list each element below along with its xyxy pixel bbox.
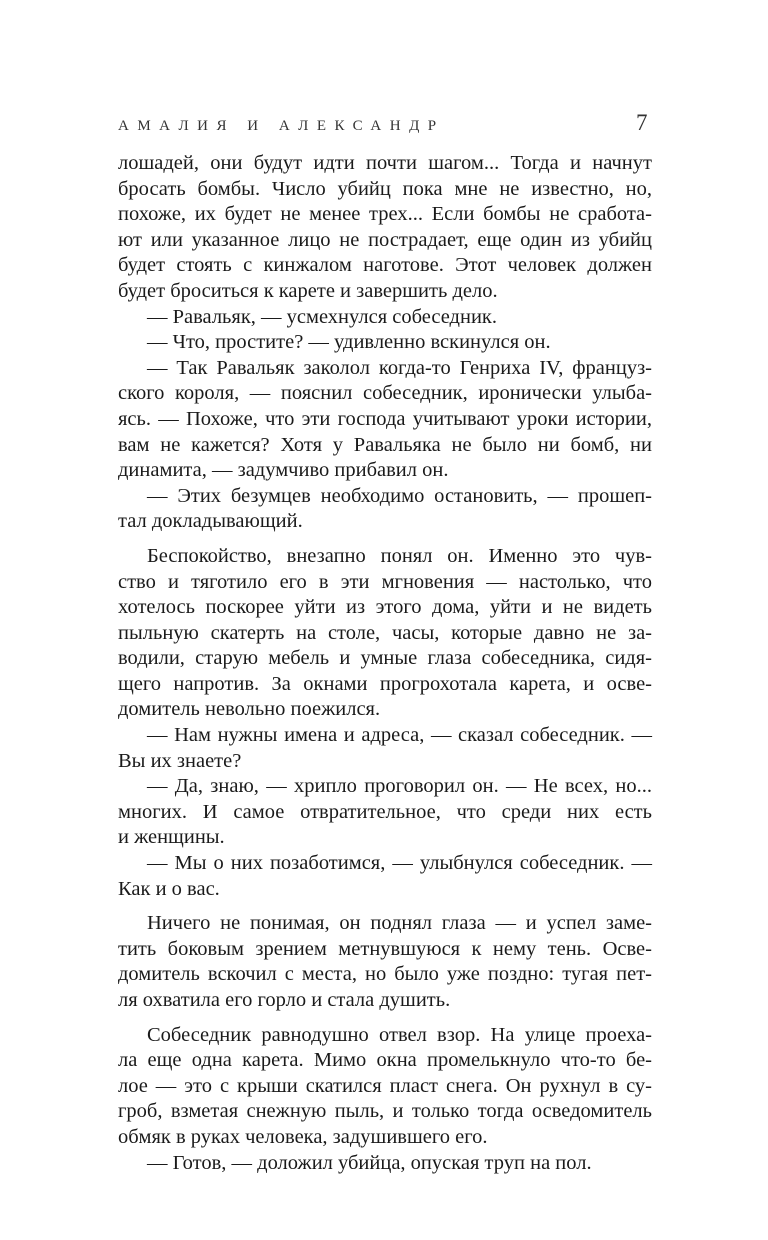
text-line: ского короля, — пояснил собеседник, иронически улыба-: [118, 382, 652, 405]
text-line: тал докладывающий.: [118, 510, 303, 533]
text-line: — Мы о них позаботимся, — улыбнулся собеседник. —: [147, 852, 652, 875]
text-line: похоже, их будет не менее трех... Если бомбы не сработа-: [118, 203, 652, 226]
text-line: Вы их знаете?: [118, 749, 242, 772]
text-line: будет стоять с кинжалом наготове. Этот человек должен: [118, 254, 652, 277]
text-line: Беспокойство, внезапно понял он. Именно это чув-: [147, 544, 652, 567]
text-line: вам не кажется? Хотя у Равальяка не было ни бомб, ни: [118, 433, 652, 456]
text-line: водили, старую мебель и умные глаза собеседника, сидя-: [118, 647, 652, 670]
text-line: — Этих безумцев необходимо остановить, — прошеп-: [147, 484, 652, 507]
text-line: — Что, простите? — удивленно вскинулся он.: [147, 331, 551, 354]
text-line: ют или указанное лицо не пострадает, еще один из убийц: [118, 228, 652, 251]
text-line: Ничего не понимая, он поднял глаза — и успел заме-: [147, 912, 652, 935]
text-line: динамита, — задумчиво прибавил он.: [118, 459, 449, 482]
text-line: Собеседник равнодушно отвел взор. На улице проеха-: [147, 1023, 652, 1046]
text-line: многих. И самое отвратительное, что среди них есть: [118, 800, 652, 823]
text-line: — Равальяк, — усмехнулся собеседник.: [147, 305, 498, 328]
text-line: — Нам нужны имена и адреса, — сказал собеседник. —: [147, 724, 652, 747]
text-line: будет броситься к карете и завершить дело.: [118, 279, 498, 302]
text-line: щего напротив. За окнами прогрохотала карета, и осве-: [118, 672, 652, 695]
text-line: ля охватила его горло и стала душить.: [118, 989, 451, 1011]
text-line: тить боковым зрением метнувшуюся к нему тень. Осве-: [118, 937, 652, 960]
text-line: ла еще одна карета. Мимо окна промелькнуло что-то бе-: [118, 1049, 652, 1072]
text-line: домитель вскочил с места, но было уже поздно: тугая пет-: [118, 963, 652, 986]
text-line: домитель невольно поежился.: [118, 698, 381, 721]
text-line: Как и о вас.: [118, 877, 220, 900]
text-line: — Да, знаю, — хрипло проговорил он. — Не всех, но...: [147, 775, 652, 798]
body-text: [118, 151, 652, 1176]
text-line: гроб, взметая снежную пыль, и только тогда осведомитель: [118, 1100, 652, 1123]
text-line: лошадей, они будут идти почти шагом... Тогда и начнут: [118, 152, 652, 174]
text-line: пыльную скатерть на столе, часы, которые давно не за-: [118, 621, 652, 644]
text-line: — Готов, — доложил убийца, опуская труп на пол.: [147, 1151, 592, 1174]
text-line: бросать бомбы. Число убийц пока мне не известно, но,: [118, 177, 652, 200]
running-head: АМАЛИЯ И АЛЕКСАНДР: [118, 118, 445, 134]
text-line: ство и тяготило его в эти мгновения — настолько, что: [118, 570, 652, 593]
text-line: обмяк в руках человека, задушившего его.: [118, 1125, 488, 1148]
page-number: 7: [636, 110, 648, 135]
text-line: и женщины.: [118, 826, 225, 849]
text-line: — Так Равальяк заколол когда-то Генриха IV, француз-: [147, 356, 652, 379]
text-line: ясь. — Похоже, что эти господа учитывают уроки истории,: [118, 407, 652, 430]
text-line: лое — это с крыши скатился пласт снега. Он рухнул в су-: [118, 1074, 652, 1097]
text-line: хотелось поскорее уйти из этого дома, уйти и не видеть: [118, 596, 652, 619]
